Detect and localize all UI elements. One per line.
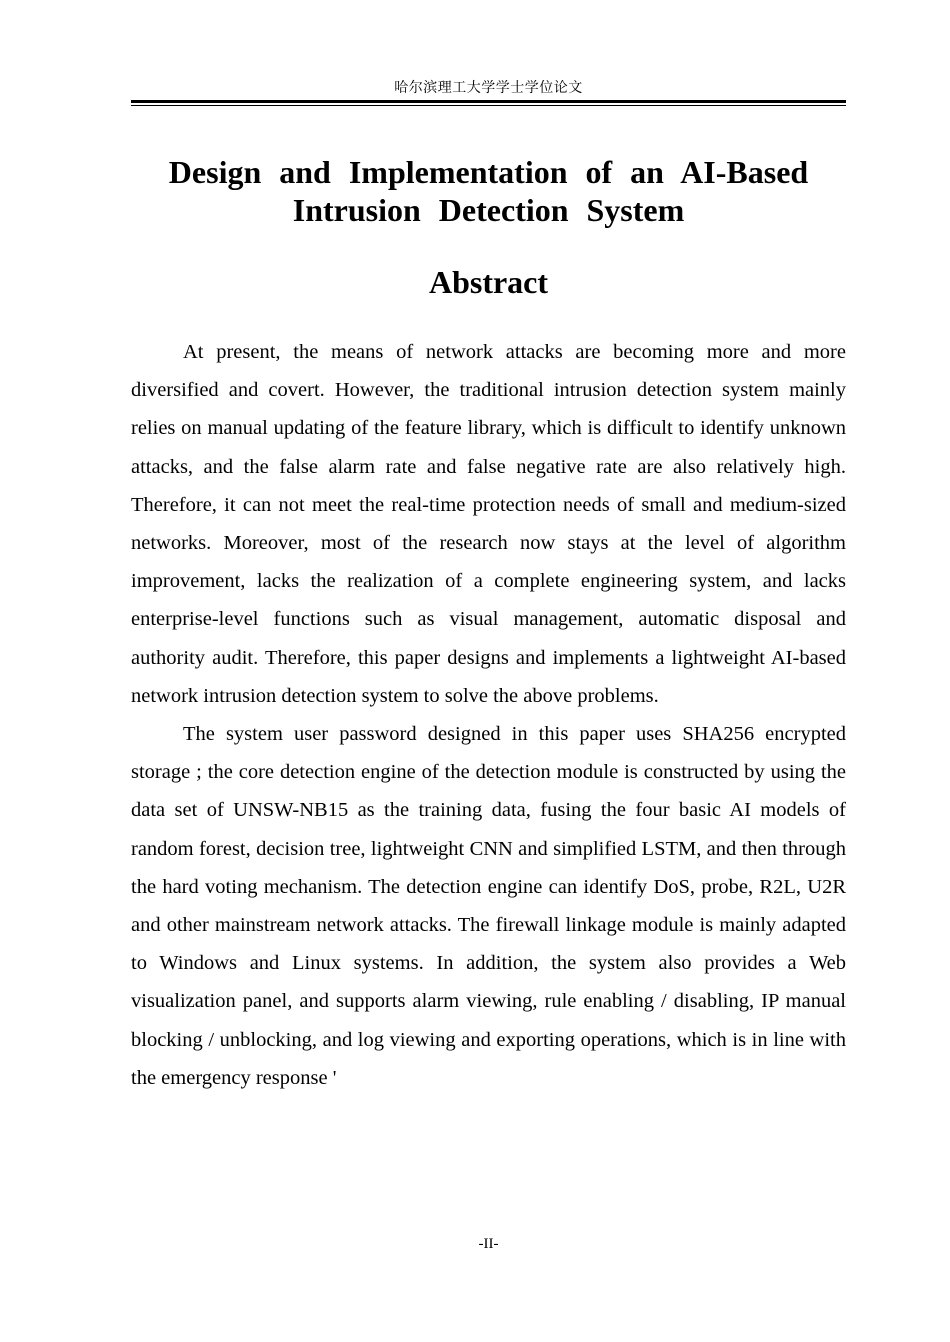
page-number: -II- — [478, 1236, 499, 1252]
abstract-paragraph-2: The system user password designed in this paper uses SHA256 encrypted storage ; the core detection engine of the detection module is constructed by using the data set of UNSW-NB15 as the training data, fusing the four basic AI models of random forest, decision tree, lightweight CNN and simplified LSTM, and then through the hard voting mechanism. The detection engine can identify DoS, probe, R2L, U2R and other mainstream network attacks. The firewall linkage module is mainly adapted to Windows and Linux systems. In addition, the system also provides a Web visualization panel, and supports alarm viewing, rule enabling / disabling, IP manual blocking / unblocking, and log viewing and exporting operations, which is in line with the emergency response ' — [131, 723, 846, 1089]
header-rule-thick — [131, 100, 846, 103]
abstract-heading: Abstract — [428, 264, 549, 300]
paper-title: Design and Implementation of an AI-Based Intrusion Detection System — [168, 154, 809, 228]
running-header: 哈尔滨理工大学学士学位论文 — [394, 80, 583, 96]
abstract-paragraph-1: At present, the means of network attacks are becoming more and more diversified and covert. However, the traditional intrusion detection system mainly relies on manual updating of the feature library, which is difficult to identify unknown attacks, and the false alarm rate and false negative rate are also relatively high. Therefore, it can not meet the real-time protection needs of small and medium-sized networks. Moreover, most of the research now stays at the level of algorithm improvement, lacks the realization of a complete engineering system, and lacks enterprise-level functions such as visual management, automatic disposal and authority audit. Therefore, this paper designs and implements a lightweight AI-based network intrusion detection system to solve the above problems. — [131, 341, 846, 707]
abstract-body — [131, 333, 846, 1097]
header-rule-thin — [131, 105, 846, 106]
